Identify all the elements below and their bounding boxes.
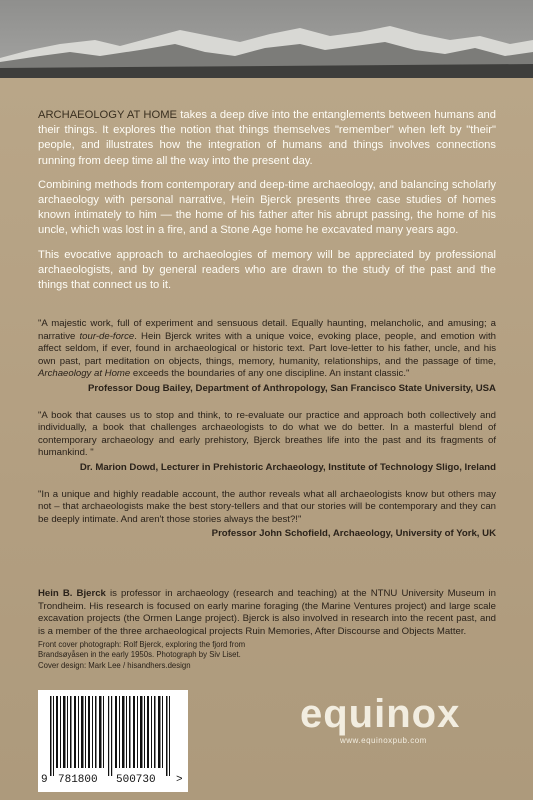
publisher-url: www.equinoxpub.com	[340, 736, 427, 745]
endorsements	[38, 318, 496, 555]
book-title-lead: ARCHAEOLOGY AT HOME	[38, 109, 177, 121]
barcode-group-1: 781800	[58, 774, 98, 786]
endorsement-3	[38, 489, 496, 541]
endorsement-quote: "A book that causes us to stop and think, to re-evaluate our practice and approach both collectively and individually, a book that challenges archaeologists to do what we do better. In a masterful blend of contemporary archaeology and early prehistory, Bjerck breathes life into the past and its fragments of humankind. "	[38, 409, 496, 459]
endorsement-2	[38, 410, 496, 475]
endorsement-attribution: Dr. Marion Dowd, Lecturer in Prehistoric Archaeology, Institute of Technology Sligo, Ireland	[79, 461, 496, 473]
endorsement-quote: "A majestic work, full of experiment and sensuous detail. Equally haunting, melancholic, and amusing; a narrative tour-de-force. Hein Bjerck writes with a unique voice, evoking place, people, and emotion with affect seldom, if ever, found in archaeological or historic text. Part love-letter to his father, uncle, and his own past, part meditation on objects, things, memory, humanity, relationships, and the passage of time, Archaeology at Home exceeds the boundaries of any one discipline. An instant classic."	[38, 318, 496, 380]
barcode-first-digit: 9	[41, 774, 48, 786]
endorsement-quote: "In a unique and highly readable account, the author reveals what all archaeologists know but others may not – that archaeologists make the best story-tellers and that our stories will be contemporary and they can be deeply intimate. And aren't those stories always the best?!"	[38, 488, 496, 525]
endorsement-attribution: Professor Doug Bailey, Department of Anthropology, San Francisco State University, USA	[88, 382, 496, 394]
description-paragraph-2: Combining methods from contemporary and deep-time archaeology, and balancing scholarly archaeology with personal narrative, Hein Bjerck presents three case studies of homes known intimately to him — the home of his father after his abrupt passing, the home of his uncle, which was lost in a fire, and a Stone Age home he excavated many years ago.	[38, 178, 496, 237]
description-paragraph-3: This evocative approach to archaeologies of memory will be appreciated by professional archaeologists, and by general readers who are drawn to the study of the past and the things that connect us to it.	[38, 248, 496, 292]
isbn-barcode	[38, 690, 188, 792]
publisher-logo	[300, 692, 470, 752]
barcode-group-2: 500730	[116, 774, 156, 786]
cover-credits: Front cover photograph: Rolf Bjerck, exploring the fjord from Brandsøyåsen in the early 1950s. Photograph by Siv Liset. Cover design: Mark Lee / hisandhers.design	[38, 640, 246, 670]
barcode-end-mark: >	[176, 774, 183, 786]
mountain-photo	[0, 0, 533, 78]
description-paragraph-1: ARCHAEOLOGY AT HOME takes a deep dive into the entanglements between humans and their things. It explores the notion that things themselves "remember" when left by "their" people, and illustrates how the integration of humans and things involves connections running from deep time all the way into the present day.	[38, 109, 496, 167]
endorsement-attribution: Professor John Schofield, Archaeology, University of York, UK	[211, 528, 496, 540]
publisher-wordmark: equinox	[300, 692, 461, 736]
author-name: Hein B. Bjerck	[38, 588, 106, 599]
barcode-bars	[38, 690, 188, 792]
endorsement-1	[38, 318, 496, 396]
author-bio: Hein B. Bjerck is professor in archaeology (research and teaching) at the NTNU University Museum in Trondheim. His research is focused on early marine foraging (the Marine Ventures project) and large scale excavation projects (the Ormen Lange project). Bjerck is also involved in research into the recent past, and is a member of the three archaeological projects Ruin Memories, After Discourse and Objects Matter.	[38, 588, 496, 637]
book-description	[38, 108, 496, 302]
